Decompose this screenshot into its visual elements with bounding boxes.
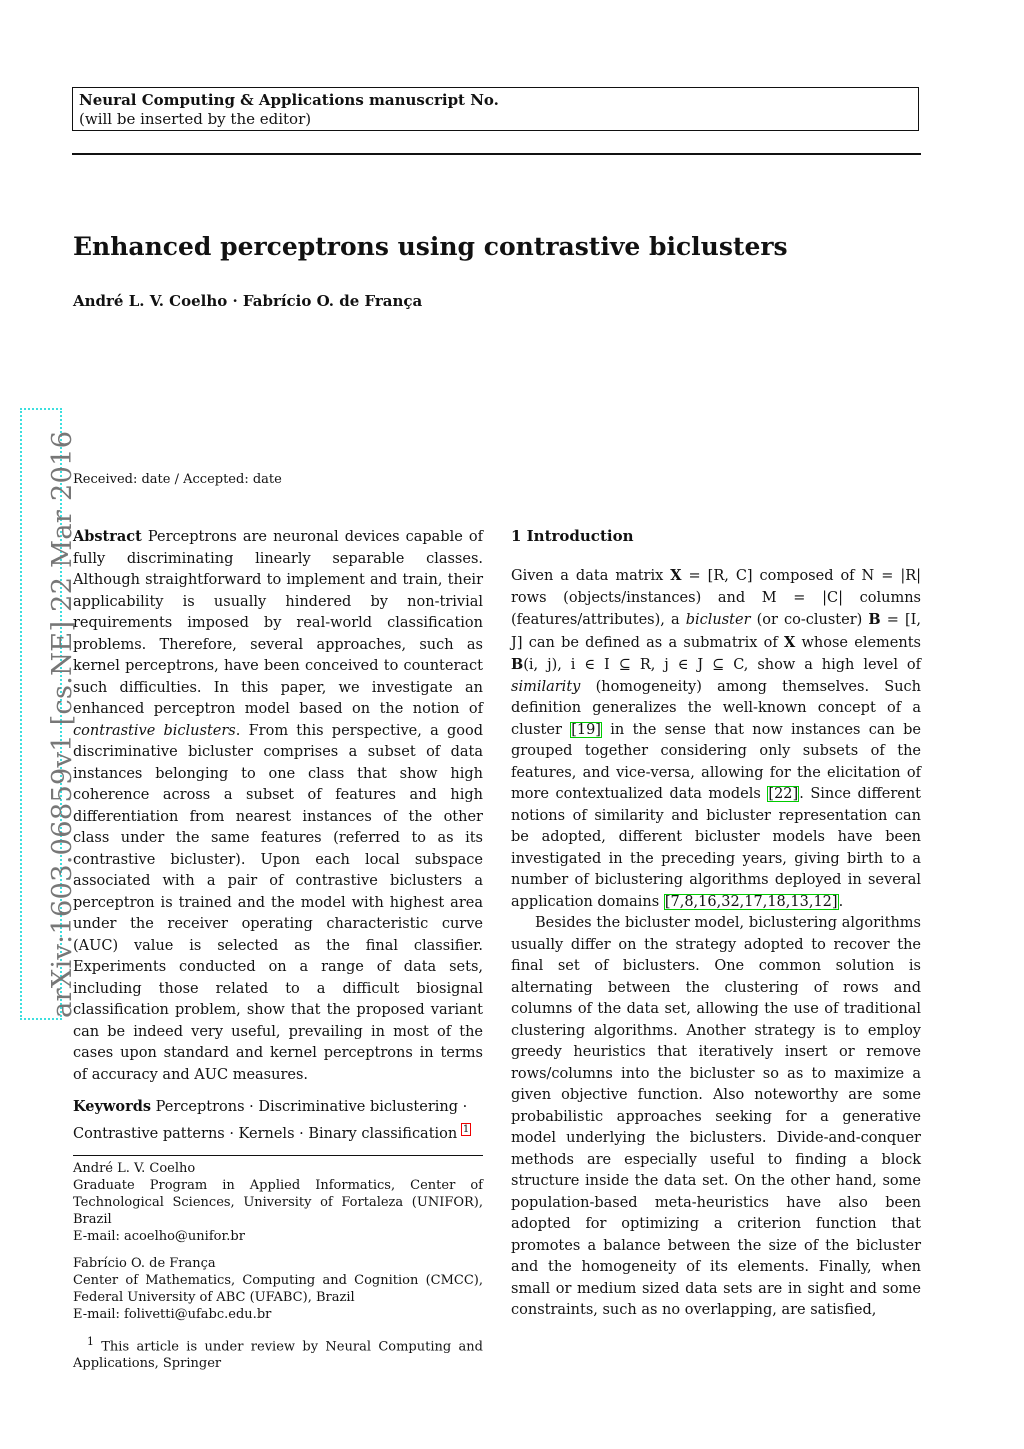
received-date: Received: date / Accepted: date [73,472,282,487]
text-run: (i, j), i ∈ I ⊆ R, j ∈ J ⊆ C, show a high level of [523,657,921,673]
text-run: (or co-cluster) [756,612,863,628]
emphasis-bicluster: bicluster [685,612,751,628]
symbol-x: X [670,567,682,584]
citation-link[interactable]: [7,8,16,32,17,18,13,12] [664,893,838,910]
header-rule [72,153,921,155]
journal-note: (will be inserted by the editor) [79,110,312,128]
affiliation-dept: Graduate Program in Applied Informatics, Center of Technological Sciences, University of Fortaleza (UNIFOR), Brazil [73,1177,483,1227]
affiliation-name: Fabrício O. de França [73,1255,216,1271]
journal-title: Neural Computing & Applications manuscript No. [79,91,499,109]
citation-link[interactable]: [19] [571,721,601,738]
footnote-link[interactable]: 1 [462,1123,470,1135]
symbol-b: B [868,611,881,628]
intro-paragraph-2: Besides the bicluster model, biclustering algorithms usually differ on the strategy adopted to recover the final set of biclusters. One common solution is alternating between the clustering of rows and columns of the data set, allowing the use of traditional clustering algorithms. Another strategy is to employ greedy heuristics that iteratively insert or remove rows/columns into the bicluster so as to maximize a given objective function. Also noteworthy are some probabilistic approaches seeking for a generative model underlying the biclusters. Divide-and-conquer methods are especially useful to finding a block structure inside the data set. On the other hand, some population-based meta-heuristics have also been adopted for optimizing a criterion function that promotes a balance between the size of the bicluster and the homogeneity of its elements. Finally, when small or medium sized data sets are in sight and some constraints, such as no overlapping, are satisfied, [511,915,921,1318]
footnote-text: This article is under review by Neural Computing and Applications, Springer [73,1339,483,1372]
affiliation-name: André L. V. Coelho [73,1160,196,1176]
footnote [73,1333,483,1372]
abstract-label: Abstract [73,528,142,545]
footnote-number: 1 [87,1334,94,1348]
journal-header-box [72,87,919,131]
text-run: in the sense that now instances can be grouped together considering only subsets of the features, and vice-versa, allowing for the elicitation of more contextualized data models [511,721,922,802]
affiliation-rule [73,1155,483,1156]
text-run: = [R, C] composed of N = |R| rows (objects/instances) and M = |C| columns (features/attributes), a [511,568,922,628]
abstract-text-a: Perceptrons are neuronal devices capable of fully discriminating linearly separable classes. Although straightforward to implement and train, their applicability is usually hindered by non-trivial requirements imposed by real-world classification problems. Therefore, several approaches, such as kernel perceptrons, have been conceived to counteract such difficulties. In this paper, we investigate an enhanced perceptron model based on the notion of [73,529,483,717]
right-column [511,526,921,1322]
text-run: = [I, J] can be defined as a submatrix of [511,612,921,651]
text-run: whose elements [801,634,921,651]
citation-link[interactable]: [22] [768,786,799,802]
paper-authors: André L. V. Coelho · Fabrício O. de França [73,292,423,310]
intro-paragraph-1 [511,565,921,913]
left-column [73,526,483,1372]
keywords-text: Perceptrons · Discriminative biclustering · Contrastive patterns · Kernels · Binary classification [73,1099,468,1142]
affiliation-dept: Center of Mathematics, Computing and Cognition (CMCC), Federal University of ABC (UFABC), Brazil [73,1272,483,1305]
affiliation-1 [73,1160,483,1245]
keywords-label: Keywords [73,1098,152,1115]
abstract-text-b: . From this perspective, a good discriminative bicluster comprises a subset of data instances belonging to one class that show high coherence across a subset of features and high differentiation from nearest instances of the other class under the same features (referred to as its contrastive bicluster). Upon each local subspace associated with a pair of contrastive biclusters a perceptron is trained and the model with highest area under the receiver operating characteristic curve (AUC) value is selected as the final classifier. Experiments conducted on a range of data sets, including those related to a difficult biosignal classification problem, show that the proposed variant can be indeed very useful, prevailing in most of the cases upon standard and kernel perceptrons in terms of accuracy and AUC measures. [73,722,483,1083]
arxiv-stamp[interactable]: arXiv:1603.06859v1 [cs.NE] 22 Mar 2016 [46,430,78,1018]
text-run: . [838,893,844,910]
abstract [73,526,483,1086]
paper-title: Enhanced perceptrons using contrastive biclusters [73,232,788,261]
section-heading: 1 Introduction [511,527,634,545]
text-run: Given a data matrix [511,568,664,584]
affiliation-2 [73,1255,483,1323]
emphasis-similarity: similarity [511,678,581,695]
symbol-b: B [511,656,524,673]
affiliation-email: E-mail: acoelho@unifor.br [73,1228,245,1244]
keywords [73,1096,483,1145]
text-run: (homogeneity) among themselves. Such definition generalizes the well-known concept of a cluster [511,678,922,738]
text-run: . Since different notions of similarity and bicluster representation can be adopted, different bicluster models have been investigated in the preceding years, giving birth to a number of biclustering algorithms deployed in several application domains [511,786,922,910]
abstract-emphasis: contrastive biclusters [73,722,236,739]
affiliation-email: E-mail: folivetti@ufabc.edu.br [73,1306,272,1322]
symbol-x: X [784,633,796,651]
